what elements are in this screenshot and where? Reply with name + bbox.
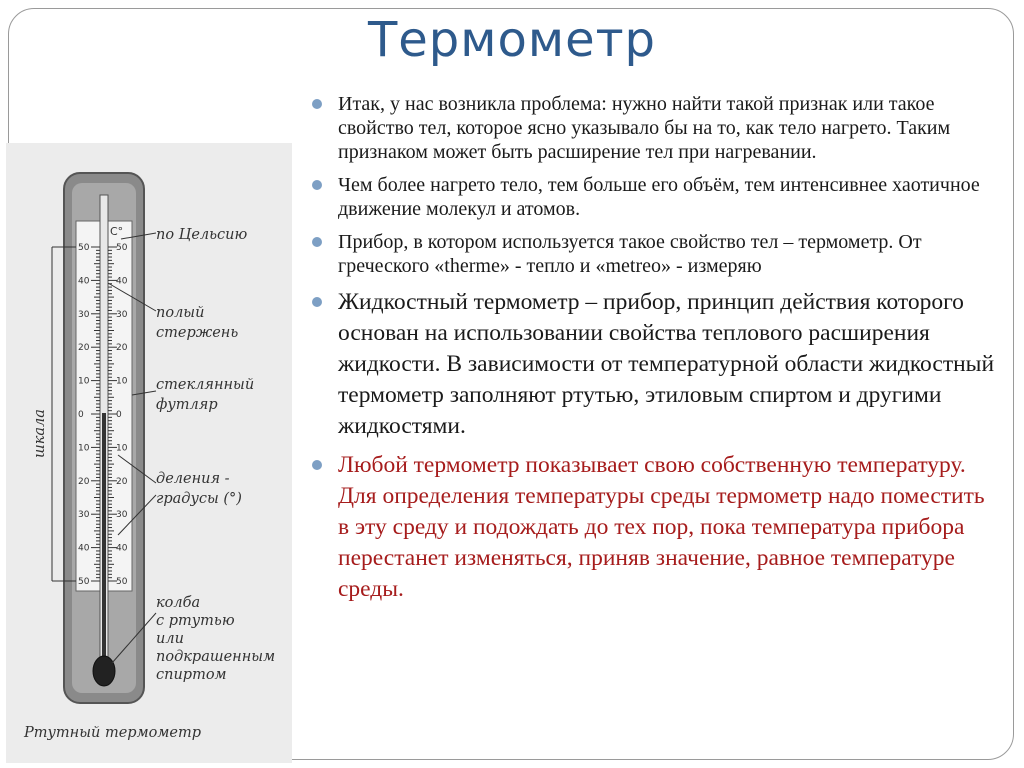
scale-number-left: 20 xyxy=(78,476,90,487)
label-divs-1: деления - xyxy=(156,471,230,487)
bullet-item xyxy=(308,230,998,278)
bullet-item-warning xyxy=(308,450,998,605)
scale-number-right: 50 xyxy=(116,577,128,587)
scale-number-right: 40 xyxy=(116,543,128,554)
bullet-dot-icon xyxy=(312,99,322,109)
scale-number-left: 20 xyxy=(78,343,90,354)
scale-number-left: 10 xyxy=(78,443,90,454)
mercury-bulb xyxy=(93,656,115,686)
scale-number-right: 40 xyxy=(116,276,128,287)
label-bulb-2: с ртутью xyxy=(156,613,235,629)
bullet-dot-icon xyxy=(312,460,322,470)
scale-number-left: 30 xyxy=(78,510,90,521)
scale-number-right: 50 xyxy=(116,243,128,253)
label-bulb-5: спиртом xyxy=(156,667,227,683)
label-case-2: футляр xyxy=(156,397,218,413)
bullet-dot-icon xyxy=(312,237,322,247)
label-celsius: по Цельсию xyxy=(156,227,248,243)
scale-number-left: 0 xyxy=(78,410,84,420)
bullet-text: Прибор, в котором используется такое свойство тел – термометр. От греческого «therme» - тепло и «metreo» - измеряю xyxy=(338,231,922,277)
scale-number-left: 10 xyxy=(78,376,90,387)
bullet-item xyxy=(308,173,998,221)
scale-label: шкала xyxy=(32,409,48,458)
scale-number-left: 40 xyxy=(78,276,90,287)
label-divs-2: градусы (°) xyxy=(156,491,242,507)
bullet-text: Итак, у нас возникла проблема: нужно найти такой признак или такое свойство тел, которое ясно указывало бы на то, как тело нагрето. Таким признаком может быть расширение тел при нагревании. xyxy=(338,93,951,163)
bullet-text: Чем более нагрето тело, тем больше его объём, тем интенсивнее хаотичное движение молекул и атомов. xyxy=(338,174,980,220)
bullet-list xyxy=(308,92,998,613)
label-rod-1: полый xyxy=(156,305,205,321)
bullet-dot-icon xyxy=(312,297,322,307)
label-bulb-1: колба xyxy=(156,595,201,611)
scale-number-right: 30 xyxy=(116,309,128,320)
scale-number-right: 20 xyxy=(116,476,128,487)
thermometer-figure xyxy=(6,143,292,763)
scale-number-left: 50 xyxy=(78,243,90,253)
scale-number-right: 10 xyxy=(116,443,128,454)
scale-number-right: 10 xyxy=(116,376,128,387)
scale-number-left: 50 xyxy=(78,577,90,587)
mercury-column xyxy=(102,413,106,663)
unit-label: C° xyxy=(110,225,124,238)
figure-caption: Ртутный термометр xyxy=(24,725,201,741)
bullet-text: Жидкостный термометр – прибор, принцип действия которого основан на использовании свойства теплового расширения жидкости. В зависимости от температурной области жидкостный термометр заполняют ртутью, этиловым спиртом и другими жидкостями. xyxy=(338,289,995,439)
bullet-dot-icon xyxy=(312,180,322,190)
slide-title: Термометр xyxy=(367,12,657,68)
scale-number-left: 30 xyxy=(78,309,90,320)
label-bulb-4: подкрашенным xyxy=(156,649,276,665)
scale-number-left: 40 xyxy=(78,543,90,554)
bullet-item xyxy=(308,287,998,442)
bullet-text: Любой термометр показывает свою собственную температуру. Для определения температуры среды термометр надо поместить в эту среду и подождать до тех пор, пока температура прибора перестанет изменяться, приняв значение, равное температуре среды. xyxy=(338,452,985,602)
bullet-item xyxy=(308,92,998,164)
label-case-1: стеклянный xyxy=(156,377,255,393)
scale-number-right: 0 xyxy=(116,410,122,420)
scale-number-right: 20 xyxy=(116,343,128,354)
label-bulb-3: или xyxy=(156,631,184,647)
label-rod-2: стержень xyxy=(156,325,239,341)
thermometer-illustration xyxy=(6,143,292,763)
scale-number-right: 30 xyxy=(116,510,128,521)
